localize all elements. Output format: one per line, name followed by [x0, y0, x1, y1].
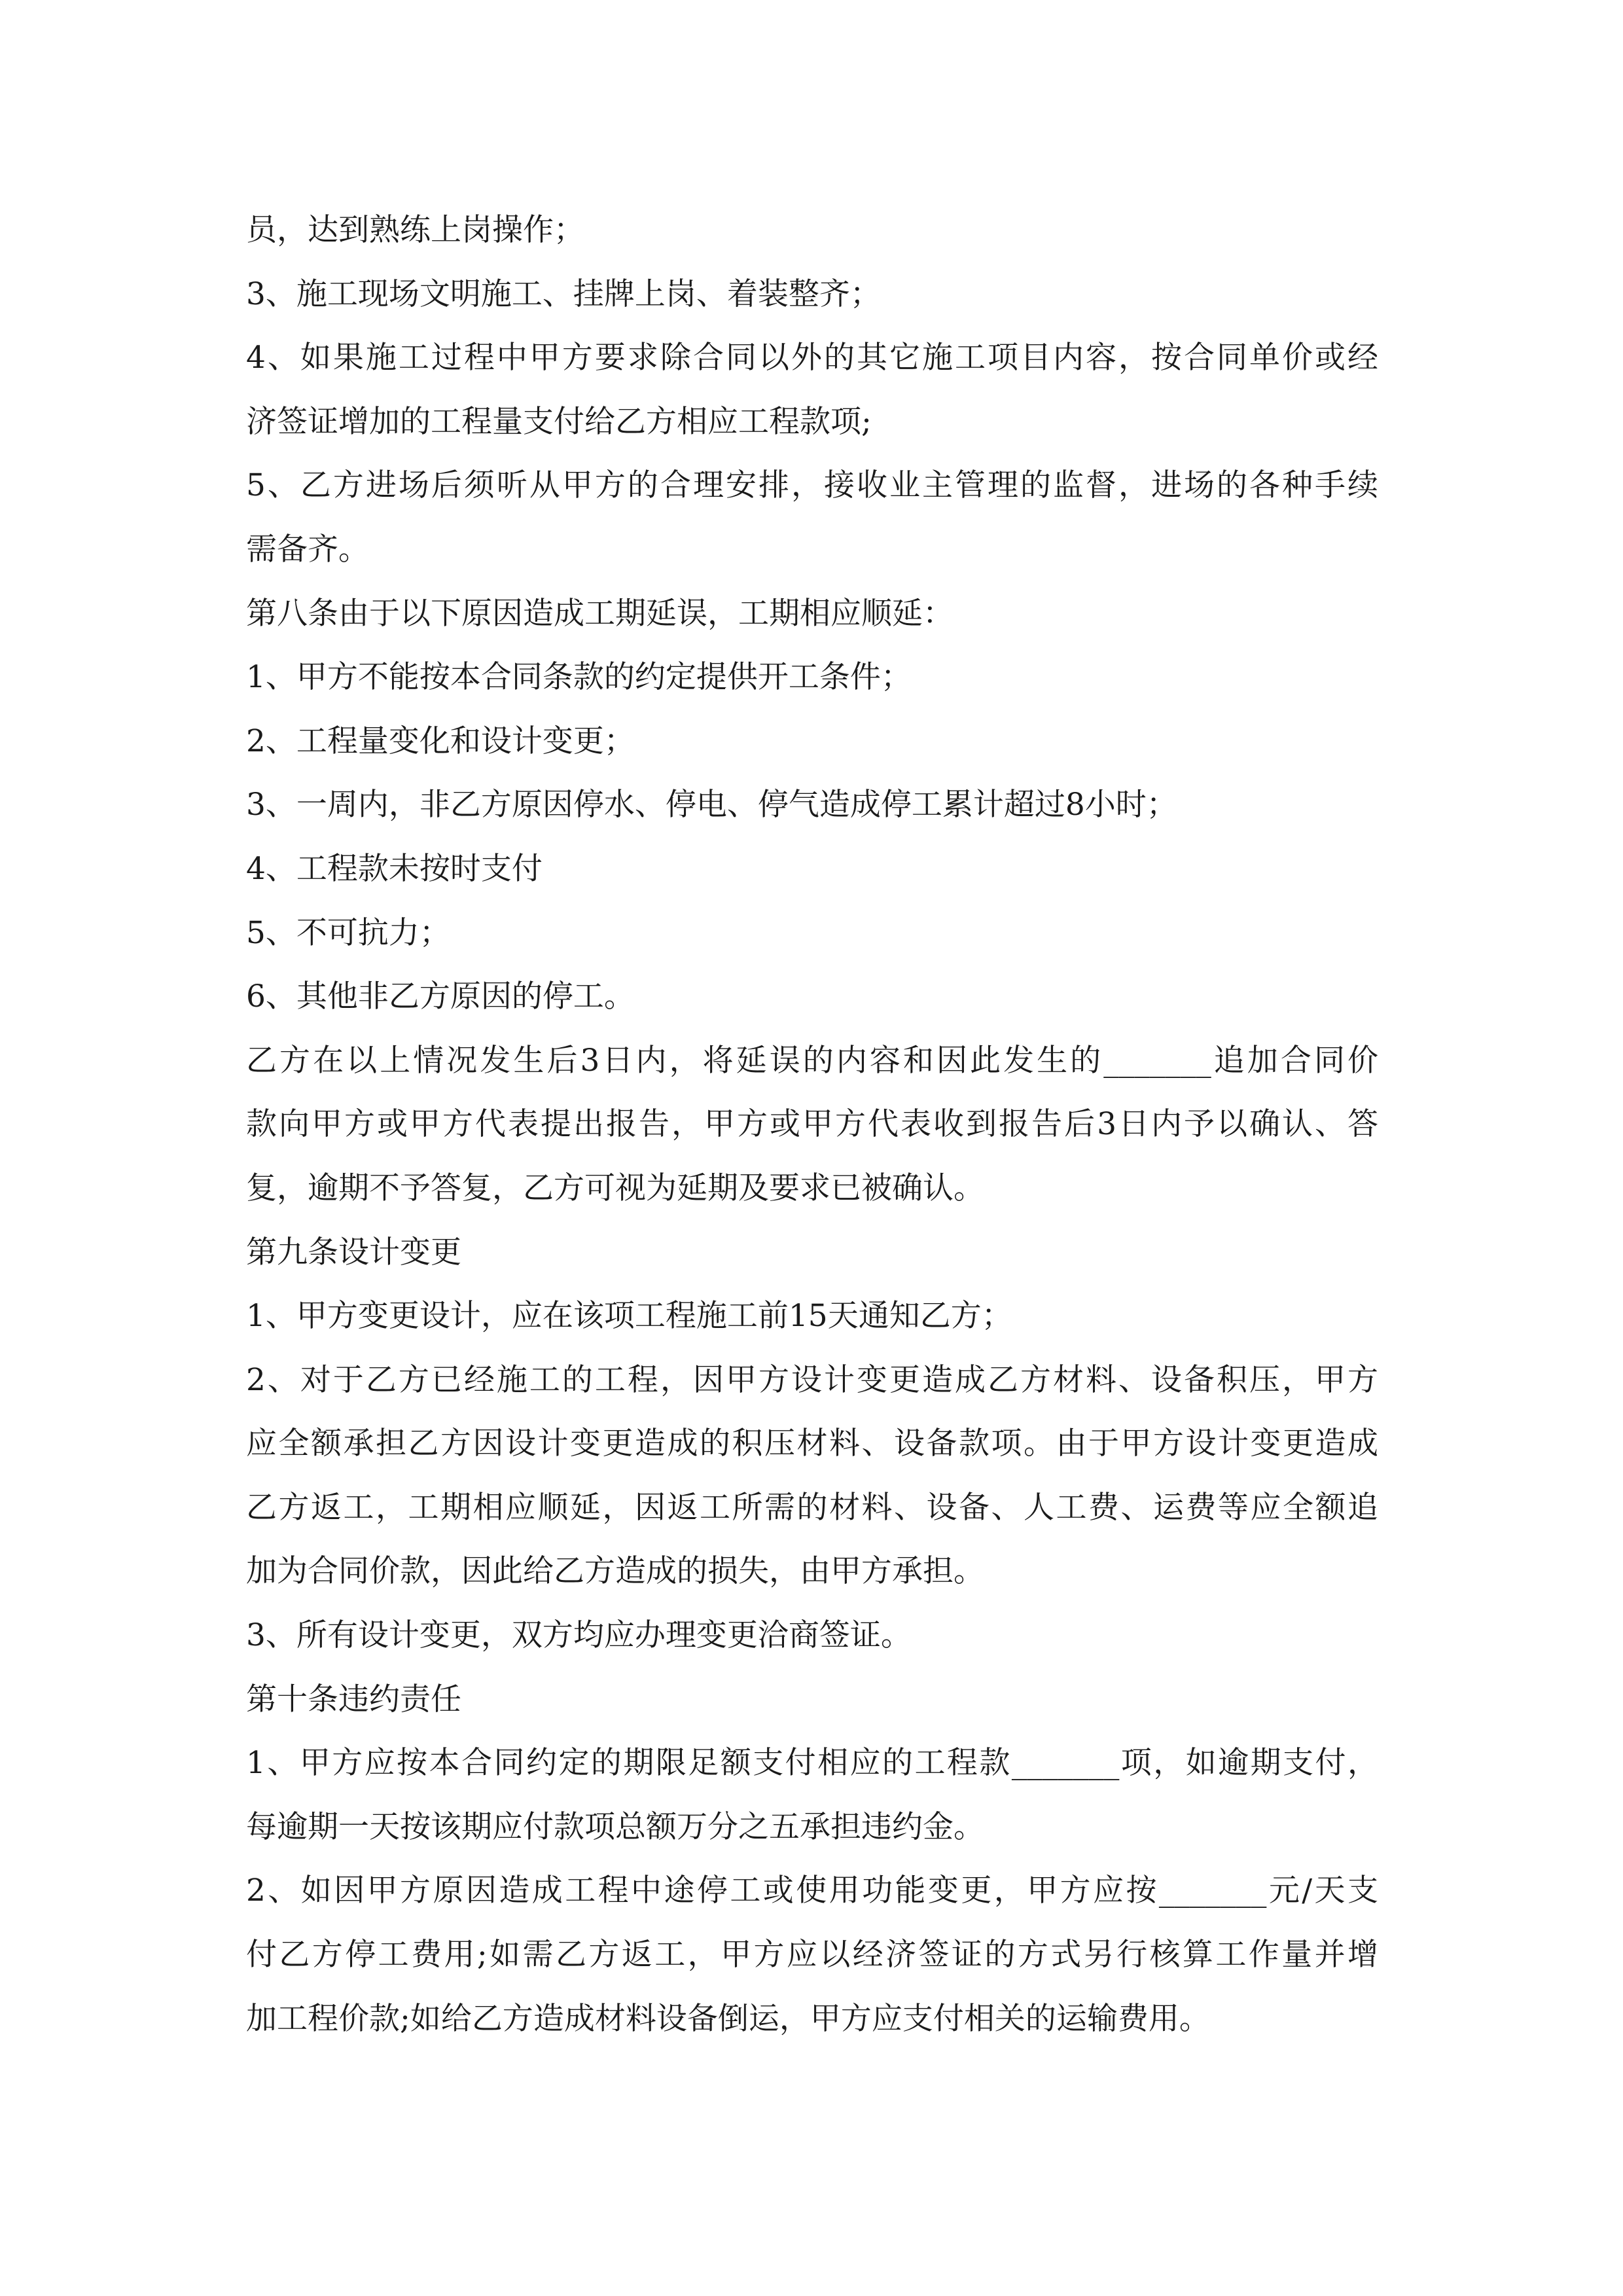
text-line: 加为合同价款，因此给乙方造成的损失，由甲方承担。	[246, 1553, 984, 1590]
text-line: 3、施工现场文明施工、挂牌上岗、着装整齐；	[246, 276, 881, 312]
text-line: 2、如因甲方原因造成工程中途停工或使用功能变更，甲方应按_______元/天支	[246, 1873, 1378, 1909]
text-line: 2、工程量变化和设计变更；	[246, 723, 635, 759]
text-line: 乙方在以上情况发生后3日内，将延误的内容和因此发生的_______追加合同价	[246, 1042, 1378, 1079]
text-line: 加工程价款;如给乙方造成材料设备倒运，甲方应支付相关的运输费用。	[246, 2000, 1210, 2037]
text-line: 款向甲方或甲方代表提出报告，甲方或甲方代表收到报告后3日内予以确认、答	[246, 1106, 1378, 1143]
text-line: 需备齐。	[246, 531, 369, 567]
article-heading: 第九条设计变更	[246, 1234, 461, 1270]
text-line: 1、甲方应按本合同约定的期限足额支付相应的工程款_______项，如逾期支付，	[246, 1745, 1378, 1782]
text-line: 2、对于乙方已经施工的工程，因甲方设计变更造成乙方材料、设备积压，甲方	[246, 1361, 1378, 1398]
text-line: 员，达到熟练上岗操作；	[246, 212, 584, 248]
text-line: 复，逾期不予答复，乙方可视为延期及要求已被确认。	[246, 1170, 984, 1206]
text-line: 1、甲方不能按本合同条款的约定提供开工条件；	[246, 659, 912, 696]
text-line: 3、所有设计变更，双方均应办理变更洽商签证。	[246, 1617, 912, 1654]
text-line: 应全额承担乙方因设计变更造成的积压材料、设备款项。由于甲方设计变更造成	[246, 1426, 1378, 1462]
text-line: 5、乙方进场后须听从甲方的合理安排，接收业主管理的监督，进场的各种手续	[246, 467, 1378, 504]
text-line: 5、不可抗力；	[246, 914, 450, 951]
text-line: 济签证增加的工程量支付给乙方相应工程款项;	[246, 403, 872, 440]
article-heading: 第八条由于以下原因造成工期延误，工期相应顺延：	[246, 595, 954, 632]
document-body	[246, 198, 1378, 2051]
text-line: 6、其他非乙方原因的停工。	[246, 978, 635, 1015]
text-line: 乙方返工，工期相应顺延，因返工所需的材料、设备、人工费、运费等应全额追	[246, 1489, 1378, 1526]
text-line: 4、如果施工过程中甲方要求除合同以外的其它施工项目内容，按合同单价或经	[246, 340, 1378, 376]
text-line: 3、一周内，非乙方原因停水、停电、停气造成停工累计超过8小时；	[246, 787, 1177, 823]
text-line: 1、甲方变更设计，应在该项工程施工前15天通知乙方；	[246, 1298, 1012, 1335]
text-line: 付乙方停工费用;如需乙方返工，甲方应以经济签证的方式另行核算工作量并增	[246, 1937, 1378, 1973]
text-line: 每逾期一天按该期应付款项总额万分之五承担违约金。	[246, 1808, 984, 1845]
text-line: 4、工程款未按时支付	[246, 850, 543, 887]
article-heading: 第十条违约责任	[246, 1681, 461, 1717]
